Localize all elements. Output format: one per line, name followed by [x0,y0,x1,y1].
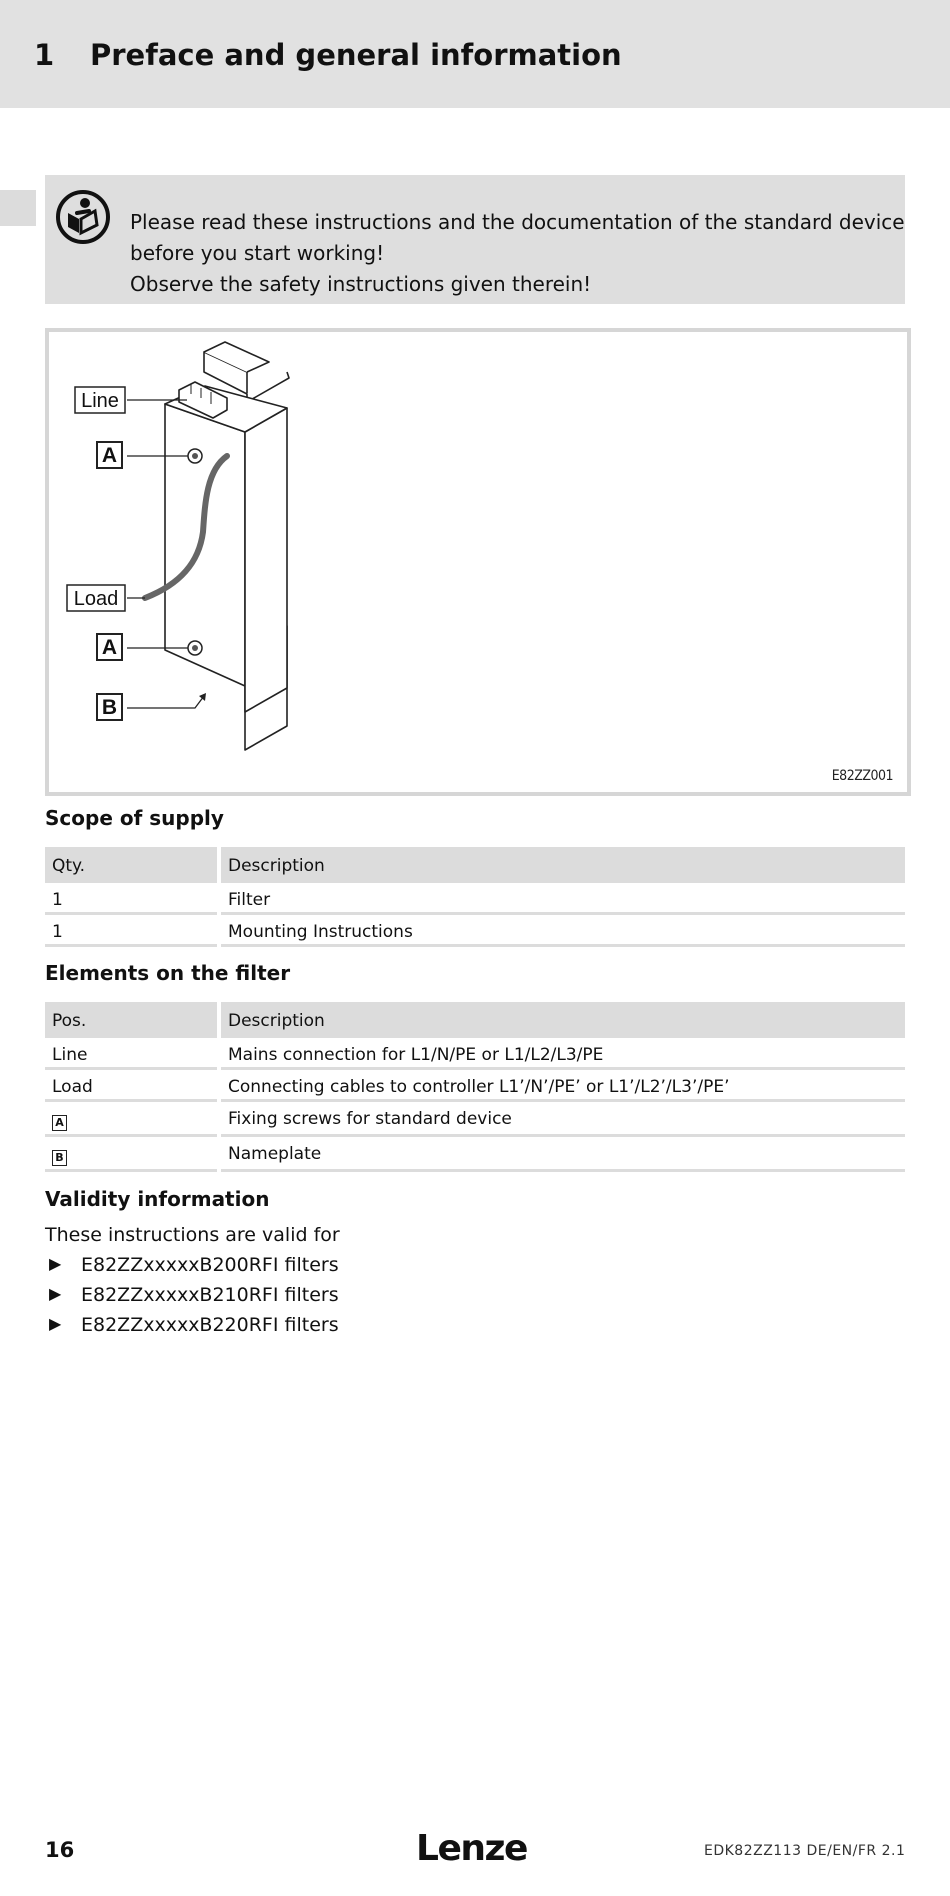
table-header-row [45,1002,905,1038]
description-cell: Fixing screws for standard device [228,1109,512,1129]
table-row [45,1137,905,1172]
elements-table [45,1002,905,1172]
table-row [45,1102,905,1137]
pos-b-marker: B [52,1150,67,1166]
validity-intro: These instructions are valid for [45,1224,340,1246]
list-item-text: E82ZZxxxxxB200RFI filters [81,1254,339,1276]
scope-heading: Scope of supply [45,806,224,830]
description-cell: Mains connection for L1/N/PE or L1/L2/L3/PE [228,1045,604,1065]
label-a-top: A [101,444,118,467]
label-line: Line [81,390,119,412]
notice-line: Observe the safety instructions given therein! [130,272,592,296]
pos-cell: Load [52,1077,93,1097]
elements-heading: Elements on the filter [45,961,291,985]
description-cell: Filter [228,890,271,910]
list-item-text: E82ZZxxxxxB210RFI filters [81,1284,339,1306]
figure-code: E82ZZ001 [831,768,893,784]
qty-cell: 1 [52,890,63,910]
filter-figure [45,328,911,796]
pos-a-marker: A [52,1115,67,1131]
column-header: Description [228,1011,325,1031]
table-row [45,1070,905,1102]
table-row [45,1038,905,1070]
table-row [45,883,905,915]
notice-line: before you start working! [130,241,385,265]
chapter-header [0,0,950,108]
notice-text [130,207,905,300]
table-row [45,915,905,947]
list-item-text: E82ZZxxxxxB220RFI filters [81,1314,339,1336]
read-instructions-icon [55,189,111,245]
side-marker [0,190,36,226]
description-cell: Nameplate [228,1144,322,1164]
lenze-logo: Lenze [416,1828,527,1869]
description-cell: Mounting Instructions [228,922,413,942]
validity-heading: Validity information [45,1187,270,1211]
pos-cell: Line [52,1045,88,1065]
chapter-title: Preface and general information [90,38,622,72]
document-code: EDK82ZZ113 DE/EN/FR 2.1 [704,1843,906,1859]
label-a-bottom: A [101,636,118,659]
label-b: B [101,696,118,719]
table-header-row [45,847,905,883]
read-instructions-notice [45,175,905,304]
filter-drawing [49,332,907,792]
column-header: Description [228,856,325,876]
label-load: Load [73,588,119,610]
notice-line: Please read these instructions and the documentation of the standard device [130,210,905,234]
qty-cell: 1 [52,922,63,942]
chapter-number: 1 [34,38,55,72]
column-header: Pos. [52,1011,87,1031]
page-number: 16 [45,1838,75,1862]
column-header: Qty. [52,856,86,876]
description-cell: Connecting cables to controller L1’/N’/PE’ or L1’/L2’/L3’/PE’ [228,1077,730,1097]
scope-table [45,847,905,947]
